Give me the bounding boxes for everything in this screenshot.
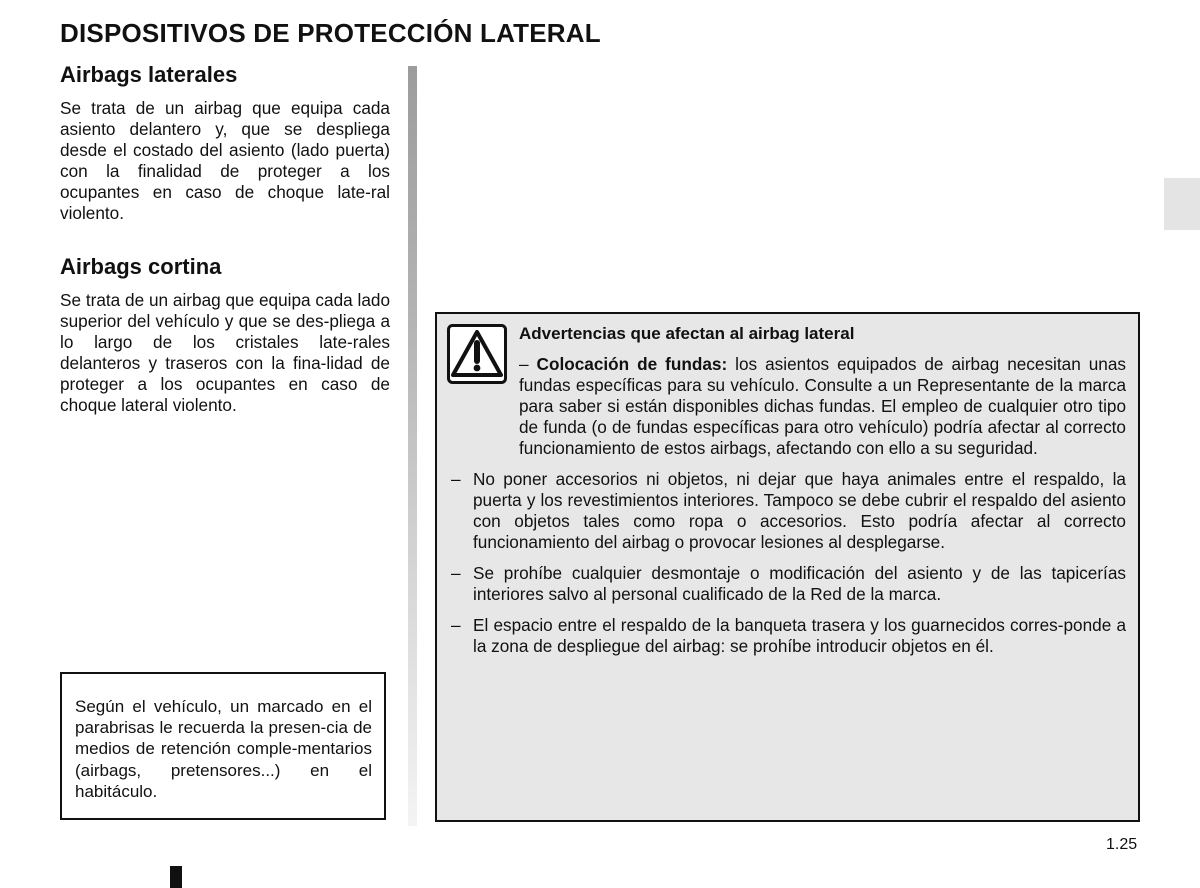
side-airbags-text: Se trata de un airbag que equipa cada asiento delantero y, que se despliega desde el costado del asiento (lado puerta) con la finalidad de proteger a los ocupantes en caso de choque late-ral violento.	[60, 98, 390, 223]
side-airbags-heading: Airbags laterales	[60, 62, 238, 87]
page-number: 1.25	[1106, 836, 1138, 853]
warning-item-dash: –	[519, 354, 529, 374]
column-divider	[408, 66, 417, 826]
warning-item-dash: –	[451, 615, 461, 635]
chapter-tab-marker	[1164, 178, 1200, 230]
left-column	[60, 60, 390, 416]
warning-item-label: Colocación de fundas:	[536, 354, 728, 374]
warning-item	[451, 615, 1126, 657]
warning-item-dash: –	[451, 469, 461, 489]
warning-title: Advertencias que afectan al airbag lateral	[519, 324, 855, 343]
warning-item	[451, 469, 1126, 553]
warning-item-text: los asientos equipados de airbag necesitan unas fundas específicas para su vehículo. Consulte a un Representante de la marca para saber si están disponibles dichas fundas. El empleo de cualquier otro tipo de funda (o de fundas específicas para otro vehículo) podría afectar al correcto funcionamiento de estos airbags, afectando con ello a su seguridad.	[519, 354, 1127, 458]
note-box	[60, 672, 386, 820]
crop-mark	[170, 866, 182, 888]
warning-item	[451, 354, 1126, 459]
warning-box	[435, 312, 1140, 822]
curtain-airbags-heading: Airbags cortina	[60, 254, 222, 279]
warning-item-dash: –	[451, 563, 461, 583]
note-text: Según el vehículo, un marcado en el parabrisas le recuerda la presen-cia de medios de retención comple-mentarios (airbags, pretensores...) en el habitáculo.	[75, 697, 372, 801]
warning-item-text: No poner accesorios ni objetos, ni dejar que haya animales entre el respaldo, la puerta y los revestimientos interiores. Tampoco se debe cubrir el respaldo del asiento con objetos tales como ropa o accesorios. Esto podría afectar al correcto funcionamiento del airbag o provocar lesiones al desplegarse.	[473, 469, 1126, 552]
warning-item-text: Se prohíbe cualquier desmontaje o modificación del asiento y de las tapicerías interiores salvo al personal cualificado de la Red de la marca.	[473, 563, 1126, 604]
page-title: DISPOSITIVOS DE PROTECCIÓN LATERAL	[60, 18, 601, 48]
warning-list	[451, 354, 1126, 667]
warning-item-text: El espacio entre el respaldo de la banqueta trasera y los guarnecidos corres-ponde a la zona de despliegue del airbag: se prohíbe introducir objetos en él.	[473, 615, 1126, 656]
warning-item	[451, 563, 1126, 605]
curtain-airbags-text: Se trata de un airbag que equipa cada lado superior del vehículo y que se des-pliega a lo largo de los cristales late-rales delanteros y traseros con la fina-lidad de proteger a los ocupantes en caso de choque lateral violento.	[60, 290, 390, 415]
